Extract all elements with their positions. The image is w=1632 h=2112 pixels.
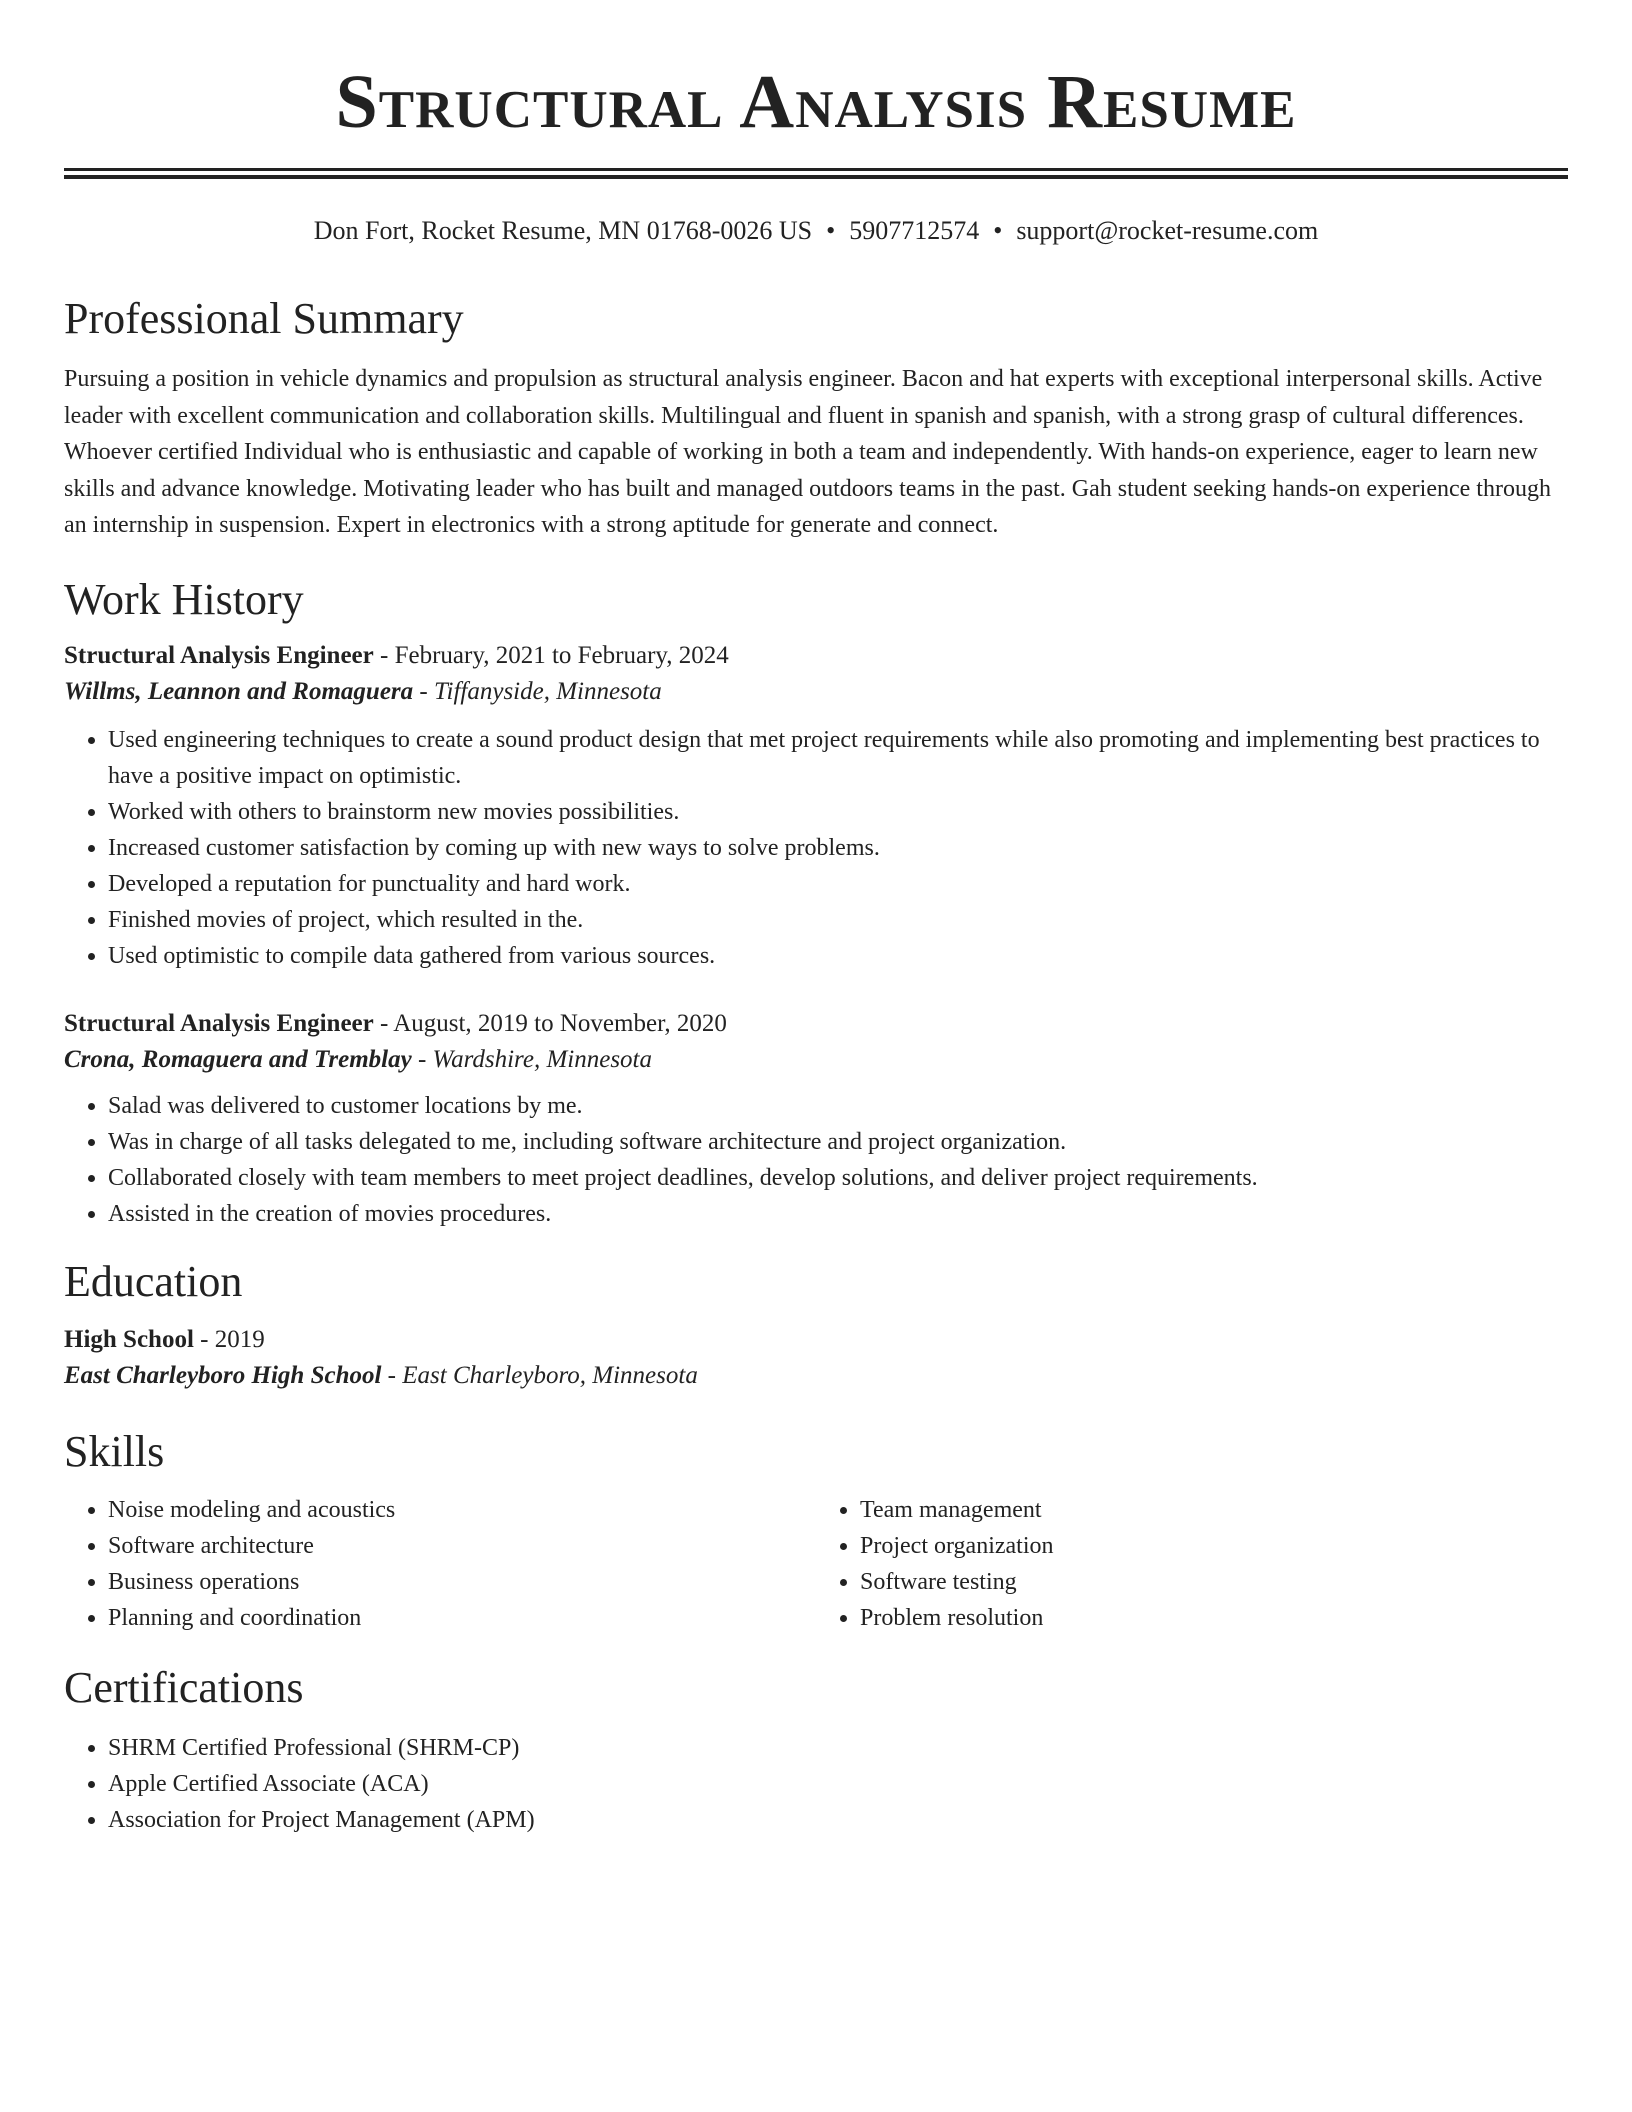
- education-school: East Charleyboro High School: [64, 1361, 382, 1389]
- certifications-section: [64, 1662, 1568, 1838]
- certification-item: • Apple Certified Associate (ACA): [108, 1766, 1568, 1802]
- job-bullet: • Increased customer satisfaction by coming up with new ways to solve problems.: [108, 830, 1568, 866]
- skill-item: • Software testing: [860, 1564, 1568, 1600]
- skill-item: • Planning and coordination: [108, 1600, 816, 1636]
- education-section: [64, 1256, 1568, 1394]
- job-title: Structural Analysis Engineer: [64, 1009, 374, 1037]
- skill-item: • Software architecture: [108, 1528, 816, 1564]
- education-school-line: [64, 1358, 1568, 1394]
- job-employer: [64, 1042, 1568, 1078]
- skills-section: [64, 1426, 1568, 1636]
- skill-item: • Noise modeling and acoustics: [108, 1492, 816, 1528]
- education-entry: [64, 1322, 1568, 1394]
- certifications-heading: Certifications: [64, 1662, 304, 1712]
- job-location: - Tiffanyside, Minnesota: [413, 677, 662, 705]
- job-bullet: • Was in charge of all tasks delegated to me, including software architecture and project organization.: [108, 1124, 1568, 1160]
- job-dates: - February, 2021 to February, 2024: [373, 641, 729, 669]
- job-bullet: • Used engineering techniques to create a sound product design that met project requirements while also promoting and implementing best practices to have a positive impact on optimistic.: [108, 722, 1568, 794]
- skills-grid: [64, 1492, 1568, 1636]
- skills-column-right: [816, 1492, 1568, 1636]
- resume-page: [64, 0, 1568, 1838]
- skill-item: • Project organization: [860, 1528, 1568, 1564]
- job-entry: [64, 1006, 1568, 1232]
- job-bullets: [64, 722, 1568, 974]
- job-header: [64, 1006, 1568, 1042]
- certifications-list: [64, 1730, 1568, 1838]
- contact-phone: 5907712574: [849, 216, 980, 245]
- job-bullet: • Used optimistic to compile data gathered from various sources.: [108, 938, 1568, 974]
- job-bullet: • Developed a reputation for punctuality and hard work.: [108, 866, 1568, 902]
- job-bullet: • Salad was delivered to customer locations by me.: [108, 1088, 1568, 1124]
- work-history-section: [64, 574, 1568, 1232]
- job-header: [64, 638, 1568, 674]
- job-company: Crona, Romaguera and Tremblay: [64, 1045, 412, 1073]
- job-employer: [64, 674, 1568, 710]
- skills-heading: Skills: [64, 1426, 165, 1476]
- skill-item: • Team management: [860, 1492, 1568, 1528]
- work-history-heading: Work History: [64, 574, 304, 624]
- certification-item: • SHRM Certified Professional (SHRM-CP): [108, 1730, 1568, 1766]
- education-header: [64, 1322, 1568, 1358]
- job-dates: - August, 2019 to November, 2020: [373, 1009, 727, 1037]
- job-bullet: • Worked with others to brainstorm new movies possibilities.: [108, 794, 1568, 830]
- education-degree: High School: [64, 1325, 194, 1353]
- job-bullet: • Finished movies of project, which resulted in the.: [108, 902, 1568, 938]
- skill-item: • Business operations: [108, 1564, 816, 1600]
- skills-column-left: [64, 1492, 816, 1636]
- resume-title: Structural Analysis Resume: [335, 60, 1297, 144]
- contact-separator: •: [993, 216, 1003, 245]
- title-divider: [64, 168, 1568, 179]
- certification-item: • Association for Project Management (APM): [108, 1802, 1568, 1838]
- summary-heading: Professional Summary: [64, 294, 464, 343]
- education-location: - East Charleyboro, Minnesota: [381, 1361, 698, 1389]
- job-bullet: • Assisted in the creation of movies procedures.: [108, 1196, 1568, 1232]
- contact-email: support@rocket-resume.com: [1016, 216, 1319, 245]
- education-heading: Education: [64, 1256, 243, 1306]
- job-bullets: [64, 1088, 1568, 1232]
- job-entry: [64, 638, 1568, 974]
- summary-text: Pursuing a position in vehicle dynamics and propulsion as structural analysis engineer. Bacon and hat experts with exceptional interpersonal skills. Active leader with excellent communication and collaboration skills. Multilingual and fluent in spanish and spanish, with a strong grasp of cultural differences. Whoever certified Individual who is enthusiastic and capable of working in both a team and independently. With hands-on experience, eager to learn new skills and advance knowledge. Motivating leader who has built and managed outdoors teams in the past. Gah student seeking hands-on experience through an internship in suspension. Expert in electronics with a strong aptitude for generate and connect.: [64, 366, 1551, 538]
- contact-line: [64, 213, 1568, 249]
- skill-item: • Problem resolution: [860, 1600, 1568, 1636]
- contact-separator: •: [826, 216, 836, 245]
- job-location: - Wardshire, Minnesota: [411, 1045, 652, 1073]
- job-company: Willms, Leannon and Romaguera: [64, 677, 414, 705]
- job-title: Structural Analysis Engineer: [64, 641, 374, 669]
- summary-section: [64, 293, 1568, 544]
- education-year: - 2019: [193, 1325, 265, 1353]
- job-bullet: • Collaborated closely with team members to meet project deadlines, develop solutions, and deliver project requirements.: [108, 1160, 1568, 1196]
- contact-address: Don Fort, Rocket Resume, MN 01768-0026 US: [313, 216, 813, 245]
